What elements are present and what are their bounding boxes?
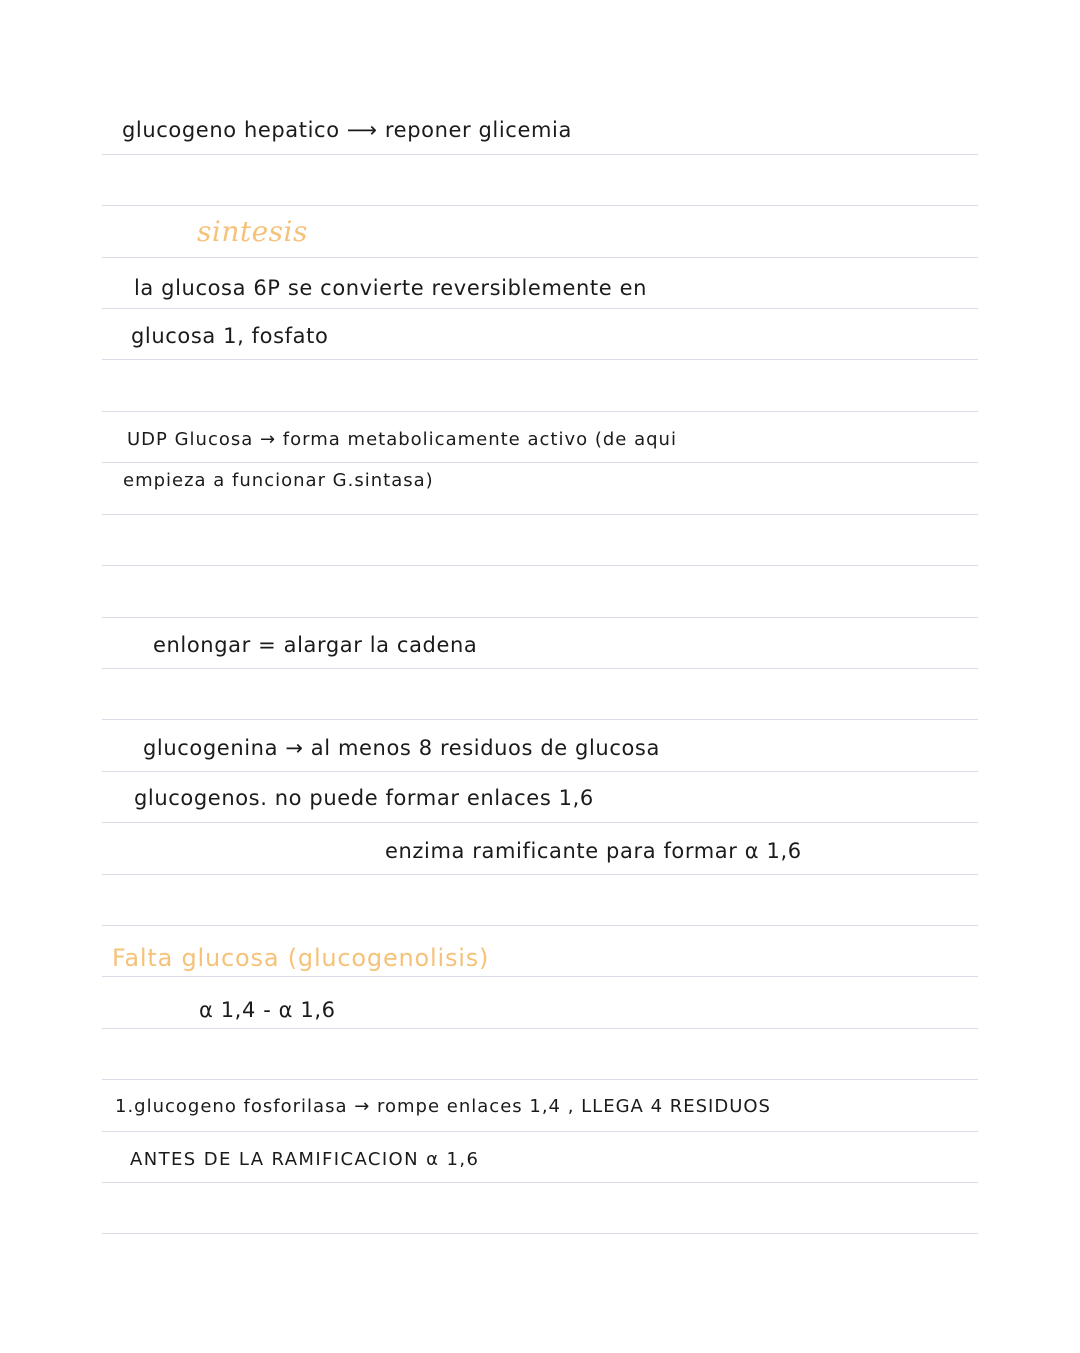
- ruled-line: [102, 257, 978, 258]
- ruled-line: [102, 771, 978, 772]
- note-line-glucosa-6p: la glucosa 6P se convierte reversiblemente en: [134, 276, 647, 300]
- note-line-alpha-bonds: α 1,4 - α 1,6: [199, 998, 336, 1022]
- note-line-glucogeno-fosforilasa: 1.glucogeno fosforilasa → rompe enlaces 1,4 , LLEGA 4 RESIDUOS: [115, 1096, 771, 1117]
- ruled-line: [102, 154, 978, 155]
- ruled-line: [102, 565, 978, 566]
- ruled-line: [102, 925, 978, 926]
- ruled-line: [102, 514, 978, 515]
- ruled-line: [102, 617, 978, 618]
- note-line-glucogenos: glucogenos. no puede formar enlaces 1,6: [134, 786, 594, 810]
- ruled-line: [102, 308, 978, 309]
- ruled-line: [102, 1079, 978, 1080]
- note-line-g-sintasa: empieza a funcionar G.sintasa): [123, 470, 434, 491]
- heading-sintesis: sintesis: [197, 215, 308, 248]
- note-line-glucosa-1-fosfato: glucosa 1, fosfato: [131, 324, 329, 348]
- note-line-udp-glucosa: UDP Glucosa → forma metabolicamente activo (de aqui: [127, 429, 677, 450]
- ruled-line: [102, 411, 978, 412]
- ruled-line: [102, 719, 978, 720]
- ruled-line: [102, 1131, 978, 1132]
- note-line-antes-ramificacion: ANTES DE LA RAMIFICACION α 1,6: [130, 1149, 480, 1170]
- note-line-glucogeno-hepatico: glucogeno hepatico ⟶ reponer glicemia: [122, 118, 572, 142]
- heading-falta-glucosa: Falta glucosa (glucogenolisis): [112, 944, 490, 972]
- ruled-line: [102, 822, 978, 823]
- ruled-line: [102, 1233, 978, 1234]
- ruled-line: [102, 462, 978, 463]
- ruled-line: [102, 359, 978, 360]
- note-line-enzima-ramificante: enzima ramificante para formar α 1,6: [385, 839, 802, 863]
- ruled-line: [102, 205, 978, 206]
- note-line-enlongar: enlongar = alargar la cadena: [153, 633, 478, 657]
- ruled-line: [102, 976, 978, 977]
- ruled-line: [102, 1182, 978, 1183]
- ruled-line: [102, 874, 978, 875]
- note-line-glucogenina: glucogenina → al menos 8 residuos de glucosa: [143, 736, 660, 760]
- ruled-line: [102, 1028, 978, 1029]
- ruled-line: [102, 668, 978, 669]
